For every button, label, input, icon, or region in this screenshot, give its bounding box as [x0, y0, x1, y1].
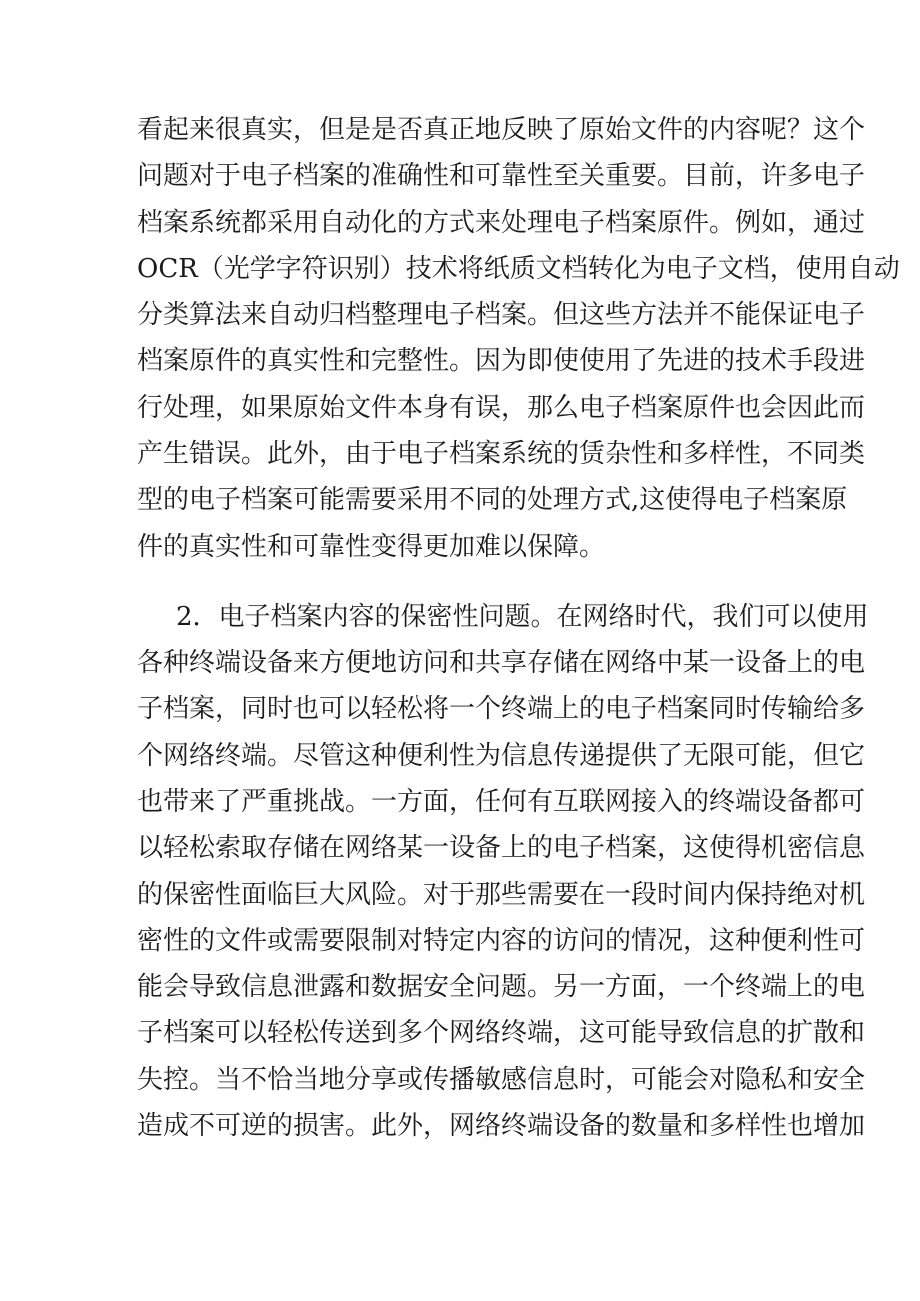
paragraph-2-line-3: 子档案，同时也可以轻松将一个终端上的电子档案同时传输给多 [137, 694, 866, 724]
paragraph-2-line-6: 以轻松索取存储在网络某一设备上的电子档案，这使得机密信息 [137, 833, 866, 863]
paragraph-2-line-4: 个网络终端。尽管这种便利性为信息传递提供了无限可能，但它 [137, 741, 866, 771]
paragraph-2-line-2: 各种终端设备来方便地访问和共享存储在网络中某一设备上的电 [137, 648, 866, 678]
paragraph-2-line-5: 也带来了严重挑战。一方面，任何有互联网接入的终端设备都可 [137, 787, 866, 817]
paragraph-1-line-2: 问题对于电子档案的准确性和可靠性至关重要。目前，许多电子 [137, 161, 866, 191]
paragraph-1-line-5: 分类算法来自动归档整理电子档案。但这些方法并不能保证电子 [137, 300, 866, 330]
paragraph-1-line-7: 行处理，如果原始文件本身有误，那么电子档案原件也会因此而 [137, 393, 866, 423]
paragraph-2-line-9: 能会导致信息泄露和数据安全问题。另一方面，一个终端上的电 [137, 972, 866, 1002]
paragraph-2-line-1: 2．电子档案内容的保密性问题。在网络时代，我们可以使用 [176, 602, 869, 632]
paragraph-2-line-8: 密性的文件或需要限制对特定内容的访问的情况，这种便利性可 [137, 926, 866, 956]
paragraph-2-line-11: 失控。当不恰当地分享或传播敏感信息时，可能会对隐私和安全 [137, 1065, 866, 1095]
paragraph-2-line-7: 的保密性面临巨大风险。对于那些需要在一段时间内保持绝对机 [137, 880, 866, 910]
paragraph-1-line-10: 件的真实性和可靠性变得更加难以保障。 [137, 532, 606, 562]
paragraph-2-line-10: 子档案可以轻松传送到多个网络终端，这可能导致信息的扩散和 [137, 1018, 866, 1048]
paragraph-1-line-1: 看起来很真实，但是是否真正地反映了原始文件的内容呢？这个 [137, 115, 866, 145]
paragraph-1-line-4: OCR（光学字符识别）技术将纸质文档转化为电子文档，使用自动 [137, 254, 900, 284]
paragraph-1-line-6: 档案原件的真实性和完整性。因为即使使用了先进的技术手段进 [137, 346, 866, 376]
paragraph-2-line-12: 造成不可逆的损害。此外，网络终端设备的数量和多样性也增加 [137, 1111, 866, 1141]
paragraph-1-line-3: 档案系统都采用自动化的方式来处理电子档案原件。例如，通过 [137, 208, 866, 238]
paragraph-1-line-9: 型的电子档案可能需要采用不同的处理方式,这使得电子档案原 [137, 485, 848, 515]
paragraph-1-line-8: 产生错误。此外，由于电子档案系统的赁杂性和多样性，不同类 [137, 439, 866, 469]
